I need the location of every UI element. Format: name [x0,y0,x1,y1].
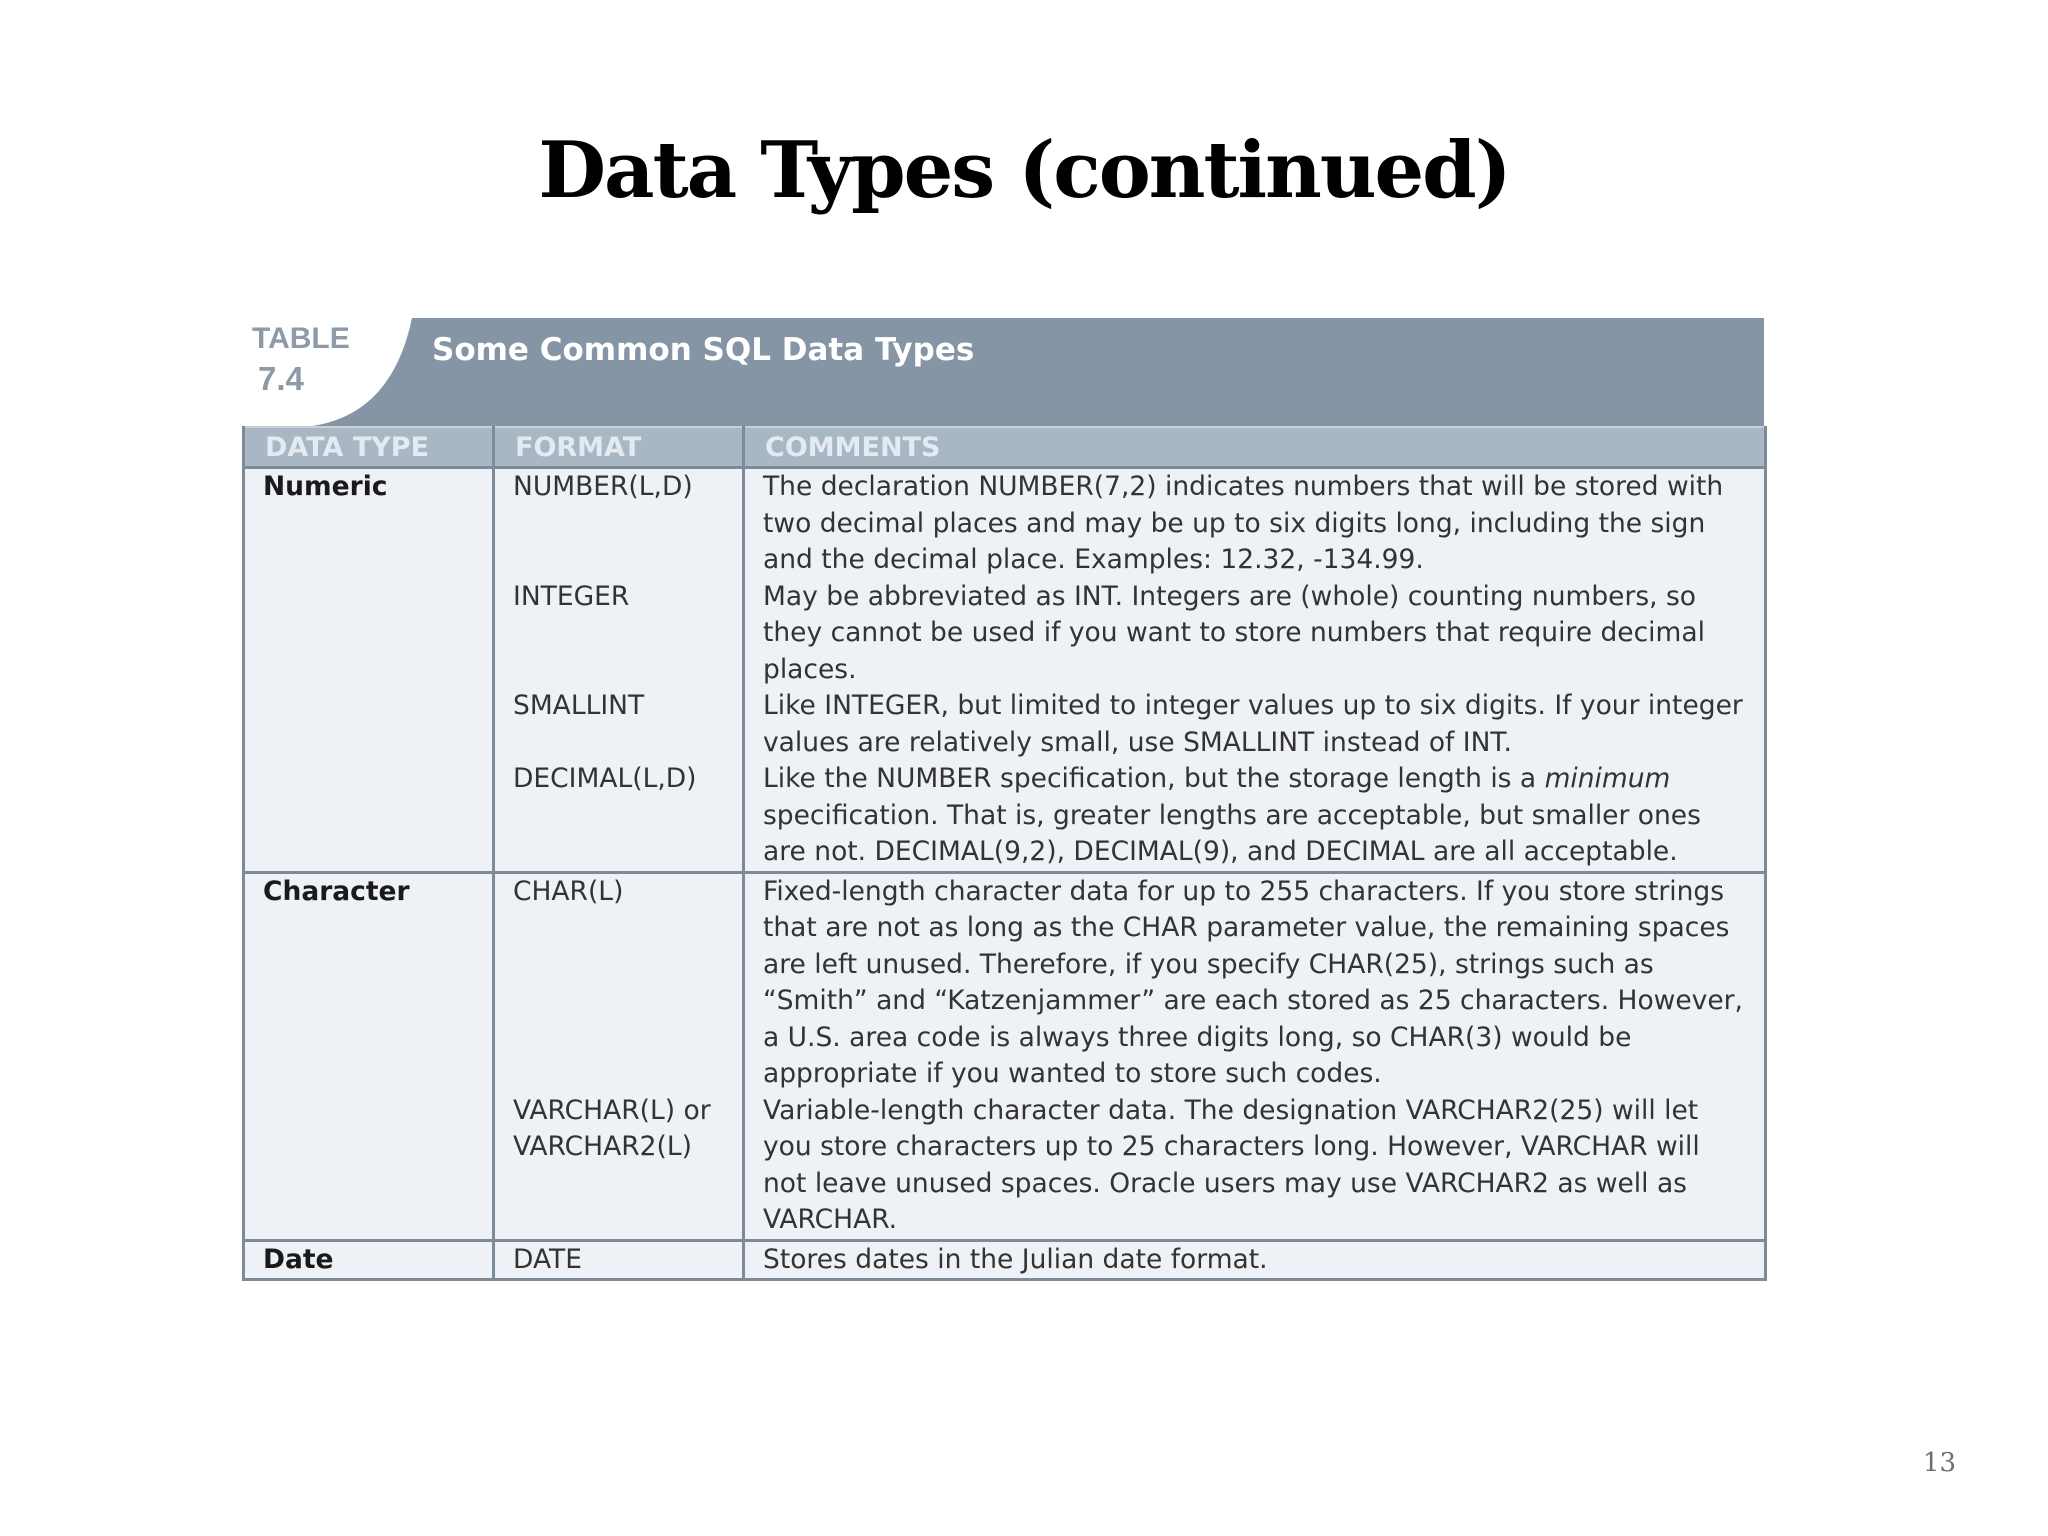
table-label-number: 7.4 [258,360,304,397]
column-header-comments: COMMENTS [744,427,1766,468]
comment-cell: The declaration NUMBER(7,2) indicates numbers that will be stored with two decimal places and may be up to six digits long, including the sign and the decimal place. Examples: 12.32, -134.99. [744,468,1766,579]
format-line: VARCHAR(L) or [513,1094,711,1126]
data-type-cell: Numeric [244,468,494,873]
data-types-grid [242,426,1767,1281]
format-cell: SMALLINT [494,688,744,761]
table-number-label [252,324,350,395]
format-cell: DATE [494,1240,744,1280]
data-type-cell: Character [244,872,494,1240]
comment-text: specification. That is, greater lengths are acceptable, but smaller ones are not. DECIMAL(9,2), DECIMAL(9), and DECIMAL are all acceptable. [763,799,1701,867]
comment-cell: Variable-length character data. The designation VARCHAR2(25) will let you store characters up to 25 characters long. However, VARCHAR will not leave unused spaces. Oracle users may use VARCHAR2 as well as VARCHAR. [744,1093,1766,1241]
table-label-word: TABLE [252,322,350,355]
data-type-cell: Date [244,1240,494,1280]
table-row [244,872,1766,1093]
comment-text: Like the NUMBER specification, but the storage length is a [763,763,1545,794]
format-cell [494,1093,744,1241]
table-caption: Some Common SQL Data Types [432,332,975,368]
sql-data-types-table [242,318,1764,1281]
table-row [244,468,1766,579]
slide-title: Data Types (continued) [538,125,1510,216]
table-header-band [242,318,1764,426]
format-cell: DECIMAL(L,D) [494,761,744,872]
comment-emphasis: minimum [1544,763,1671,794]
format-cell: CHAR(L) [494,872,744,1093]
page-number: 13 [1922,1448,1956,1478]
format-cell: INTEGER [494,579,744,689]
comment-cell [744,761,1766,872]
format-line: VARCHAR2(L) [513,1131,692,1162]
comment-cell: Stores dates in the Julian date format. [744,1240,1766,1280]
comment-cell: May be abbreviated as INT. Integers are (whole) counting numbers, so they cannot be used if you want to store numbers that require decimal places. [744,579,1766,689]
format-cell: NUMBER(L,D) [494,468,744,579]
column-header-data-type: DATA TYPE [244,427,494,468]
table-row [244,1240,1766,1280]
column-header-row [244,427,1766,468]
comment-cell: Fixed-length character data for up to 255 characters. If you store strings that are not as long as the CHAR parameter value, the remaining spaces are left unused. Therefore, if you specify CHAR(25), strings such as “Smith” and “Katzenjammer” are each stored as 25 characters. However, a U.S. area code is always three digits long, so CHAR(3) would be appropriate if you wanted to store such codes. [744,872,1766,1093]
column-header-format: FORMAT [494,427,744,468]
comment-cell: Like INTEGER, but limited to integer values up to six digits. If your integer values are relatively small, use SMALLINT instead of INT. [744,688,1766,761]
